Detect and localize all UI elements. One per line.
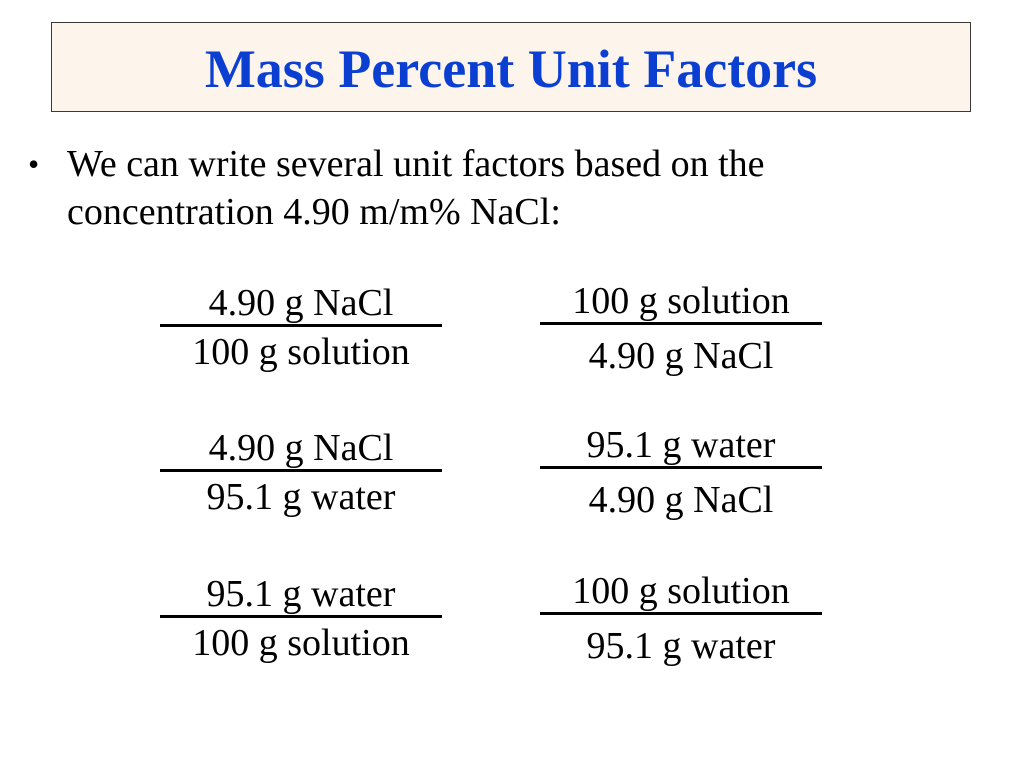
fraction-bar [540, 612, 822, 615]
bullet-text: We can write several unit factors based on the concentration 4.90 m/m% NaCl: [67, 143, 765, 233]
numerator: 95.1 g water [586, 424, 776, 466]
numerator: 100 g solution [572, 280, 790, 322]
denominator: 100 g solution [192, 331, 410, 373]
numerator: 4.90 g NaCl [208, 427, 394, 469]
bullet-point [28, 140, 968, 236]
fraction-bar [540, 466, 822, 469]
unit-factor-1 [160, 278, 442, 377]
unit-factor-5 [160, 569, 442, 668]
fraction-bar [160, 324, 442, 327]
bullet-icon: • [28, 146, 40, 182]
denominator: 95.1 g water [206, 476, 396, 518]
numerator: 4.90 g NaCl [208, 282, 394, 324]
denominator: 100 g solution [192, 622, 410, 664]
unit-factor-2 [540, 276, 822, 381]
unit-factor-6 [540, 566, 822, 671]
fraction-bar [540, 322, 822, 325]
slide-title: Mass Percent Unit Factors [204, 39, 818, 99]
fraction-bar [160, 469, 442, 472]
fraction-bar [160, 615, 442, 618]
denominator: 4.90 g NaCl [588, 335, 774, 377]
unit-factor-3 [160, 423, 442, 522]
numerator: 100 g solution [572, 570, 790, 612]
unit-factor-4 [540, 420, 822, 525]
denominator: 95.1 g water [586, 625, 776, 667]
denominator: 4.90 g NaCl [588, 479, 774, 521]
numerator: 95.1 g water [206, 573, 396, 615]
title-box [51, 22, 971, 112]
